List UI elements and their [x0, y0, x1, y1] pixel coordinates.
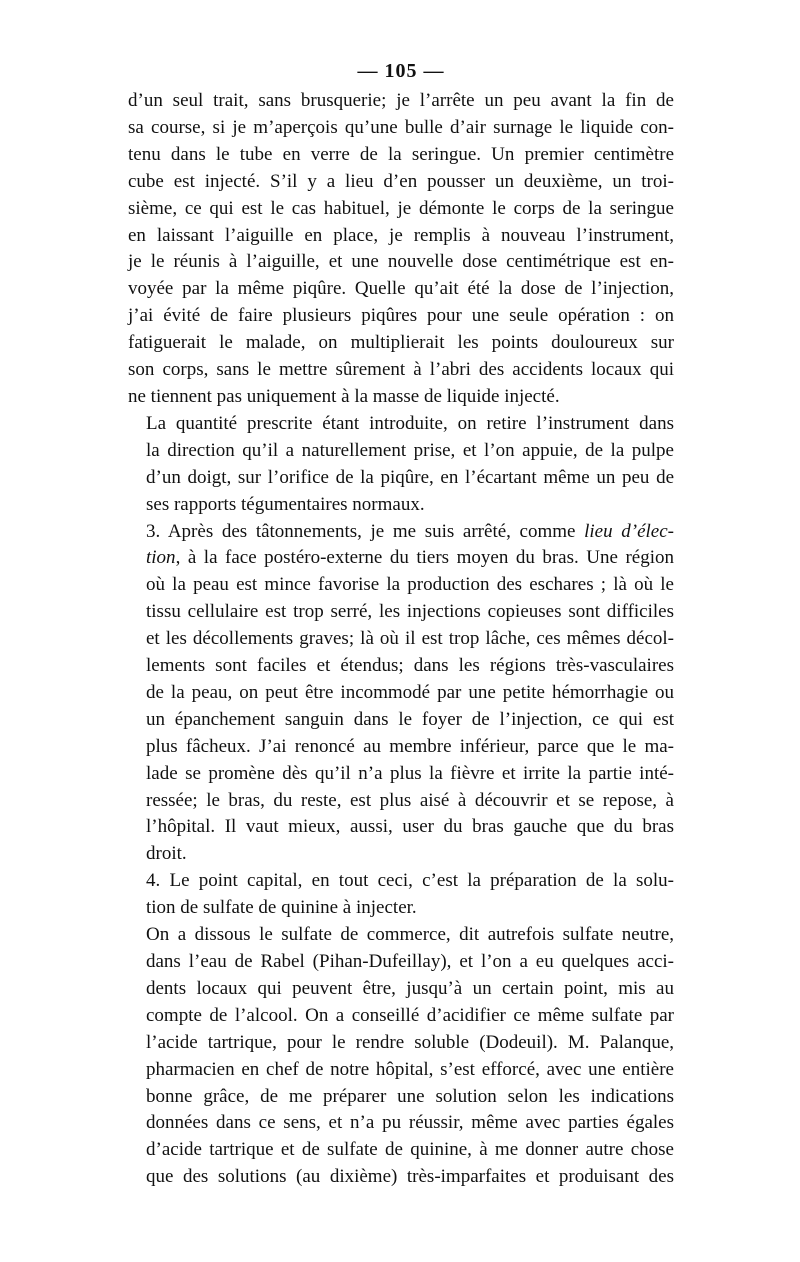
text-line: où la peau est mince favorise la production des eschares ; là où le: [146, 574, 674, 596]
paragraph-section-4-preparation: [128, 868, 674, 922]
text-line: plus fâcheux. J’ai renoncé au membre inférieur, parce que le ma-: [146, 735, 674, 757]
text-line: cube est injecté. S’il y a lieu d’en pousser un deuxième, un troi-: [128, 170, 674, 192]
text-line: tion de sulfate de quinine à injecter.: [146, 897, 417, 919]
paragraph-section-3-site: [128, 519, 674, 869]
text-line: ressée; le bras, du reste, est plus aisé à découvrir et se repose, à: [146, 789, 674, 811]
text-line: l’hôpital. Il vaut mieux, aussi, user du bras gauche que du bras: [146, 816, 674, 838]
text-line: ses rapports tégumentaires normaux.: [146, 493, 425, 515]
book-page: [128, 56, 674, 1191]
text-line: d’un seul trait, sans brusquerie; je l’arrête un peu avant la fin de: [128, 90, 674, 111]
text-line: que des solutions (au dixième) très-imparfaites et produisant des: [146, 1166, 674, 1188]
text-line: un épanchement sanguin dans le foyer de l’injection, ce qui est: [146, 708, 674, 730]
text-line: son corps, sans le mettre sûrement à l’abri des accidents locaux qui: [128, 359, 674, 381]
text-line: sième, ce qui est le cas habituel, je démonte le corps de la seringue: [128, 197, 674, 219]
text-line: sa course, si je m’aperçois qu’une bulle d’air surnage le liquide con-: [128, 116, 674, 138]
text-line: d’acide tartrique et de sulfate de quinine, à me donner autre chose: [146, 1139, 674, 1161]
text-line: droit.: [146, 843, 187, 865]
text-line: bonne grâce, de me préparer une solution selon les indications: [146, 1085, 674, 1107]
page-number: — 105 —: [357, 60, 445, 82]
text-line: voyée par la même piqûre. Quelle qu’ait été la dose de l’injection,: [128, 278, 674, 300]
text-line: 3. Après des tâtonnements, je me suis arrêté, comme lieu d’élec-: [146, 520, 674, 542]
text-line: et les décollements graves; là où il est trop lâche, ces mêmes décol-: [146, 628, 674, 650]
text-line: La quantité prescrite étant introduite, on retire l’instrument dans: [146, 412, 674, 434]
text-line: lements sont faciles et étendus; dans les régions très-vasculaires: [146, 655, 674, 677]
text-line: dents locaux qui peuvent être, jusqu’à un certain point, mis au: [146, 977, 674, 999]
text-line: données dans ce sens, et n’a pu réussir, même avec parties égales: [146, 1112, 674, 1134]
text-line: d’un doigt, sur l’orifice de la piqûre, en l’écartant même un peu de: [146, 466, 674, 488]
text-line: dans l’eau de Rabel (Pihan-Dufeillay), et l’on a eu quelques acci-: [146, 951, 674, 972]
paragraph-withdrawal: [128, 411, 674, 519]
paragraph-sulfate-solution: [128, 922, 674, 1191]
text-line: je le réunis à l’aiguille, et une nouvelle dose centimétrique est en-: [128, 251, 674, 273]
text-line: 4. Le point capital, en tout ceci, c’est la préparation de la solu-: [146, 870, 674, 892]
text-line: pharmacien en chef de notre hôpital, s’est efforcé, avec une entière: [146, 1058, 674, 1080]
paragraph-injection-technique: [128, 88, 674, 411]
text-line: l’acide tartrique, pour le rendre soluble (Dodeuil). M. Palanque,: [146, 1031, 674, 1053]
text-line: tion, à la face postéro-externe du tiers moyen du bras. Une région: [146, 547, 674, 569]
text-line: de la peau, on peut être incommodé par une petite hémorrhagie ou: [146, 681, 674, 703]
text-line: ne tiennent pas uniquement à la masse de liquide injecté.: [128, 385, 560, 407]
text-line: tenu dans le tube en verre de la seringue. Un premier centimètre: [128, 143, 674, 165]
text-line: la direction qu’il a naturellement prise, et l’on appuie, de la pulpe: [146, 439, 674, 461]
text-line: On a dissous le sulfate de commerce, dit autrefois sulfate neutre,: [146, 924, 674, 946]
text-line: lade se promène dès qu’il n’a plus la fièvre et irrite la partie inté-: [146, 762, 674, 784]
text-line: en laissant l’aiguille en place, je remplis à nouveau l’instrument,: [128, 224, 674, 246]
text-line: j’ai évité de faire plusieurs piqûres pour une seule opération : on: [128, 305, 674, 327]
text-line: compte de l’alcool. On a conseillé d’acidifier ce même sulfate par: [146, 1004, 674, 1026]
text-line: tissu cellulaire est trop serré, les injections copieuses sont difficiles: [146, 601, 674, 623]
text-line: fatiguerait le malade, on multiplierait les points douloureux sur: [128, 332, 674, 354]
